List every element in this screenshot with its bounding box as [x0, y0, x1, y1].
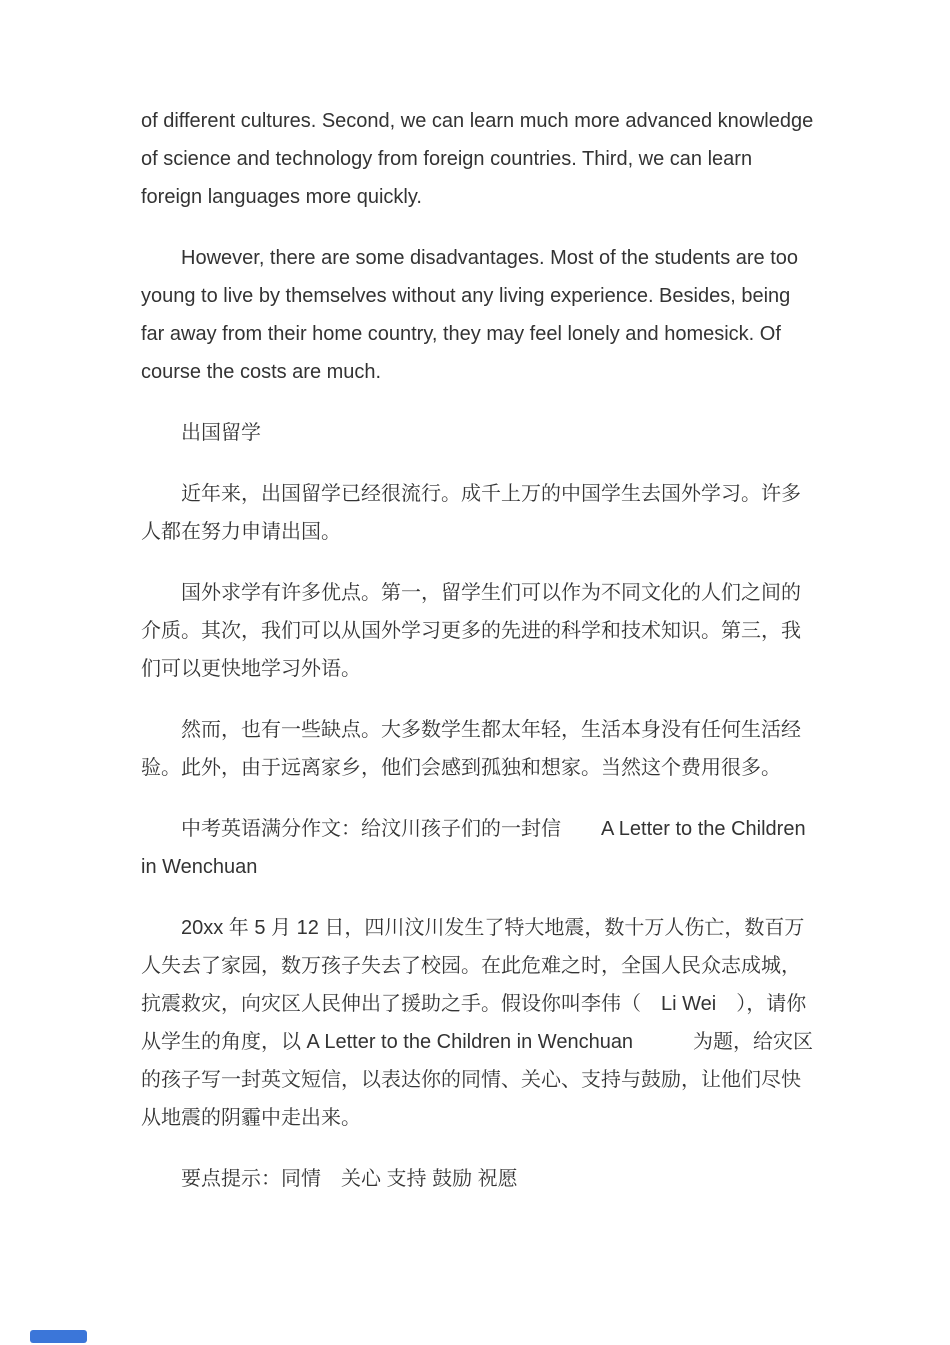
paragraph-cn-wenchuan-prompt: 20xx 年 5 月 12 日，四川汶川发生了特大地震，数十万人伤亡，数百万人失去了家园，数万孩子失去了校园。在此危难之时，全国人民众志成城，抗震救灾，向灾区人民伸出了援助之手。假设你叫李伟（ Li Wei ），请你从学生的角度，以 A Letter to the Children in Wenchuan 为题，给灾区的孩子写一封英文短信，以表达你的同情、关心、支持与鼓励，让他们尽快从地震的阴霾中走出来。	[141, 917, 814, 1129]
paragraph-essay-title-wenchuan-letter: 中考英语满分作文：给汶川孩子们的一封信 A Letter to the Children in Wenchuan	[141, 818, 812, 878]
paragraph-en-advantages-continued: of different cultures. Second, we can learn much more advanced knowledge of science and technology from foreign countries. Third, we can learn foreign languages more quickly.	[141, 110, 819, 208]
paragraph-cn-advantages: 国外求学有许多优点。第一，留学生们可以作为不同文化的人们之间的介质。其次，我们可以从国外学习更多的先进的科学和技术知识。第三，我们可以更快地学习外语。	[141, 582, 801, 680]
paragraph-cn-title-study-abroad: 出国留学	[181, 422, 261, 444]
paragraph-cn-disadvantages: 然而，也有一些缺点。大多数学生都太年轻，生活本身没有任何生活经验。此外，由于远离家乡，他们会感到孤独和想家。当然这个费用很多。	[141, 719, 801, 779]
document-text-block	[141, 102, 817, 1221]
page-bottom-blue-bar	[30, 1330, 87, 1343]
paragraph-cn-key-points: 要点提示：同情 关心 支持 鼓励 祝愿	[181, 1168, 518, 1190]
paragraph-en-disadvantages: However, there are some disadvantages. Most of the students are too young to live by themselves without any living experience. Besides, being far away from their home country, they may feel lonely and homesick. Of course the costs are much.	[141, 247, 804, 383]
paragraph-cn-recent-years: 近年来，出国留学已经很流行。成千上万的中国学生去国外学习。许多人都在努力申请出国。	[141, 483, 801, 543]
